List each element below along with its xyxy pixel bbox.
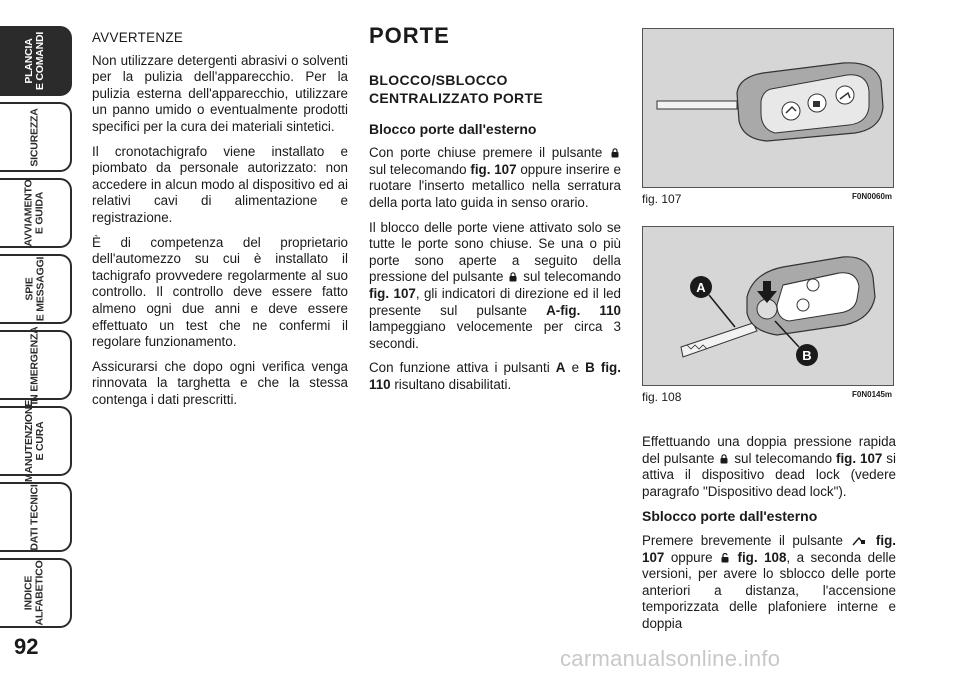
- lock-icon: [611, 148, 619, 158]
- tab-spie-e-messaggi[interactable]: SPIE E MESSAGGI: [0, 254, 72, 324]
- figure-caption: fig. 107: [642, 192, 682, 206]
- page-number: 92: [14, 634, 39, 659]
- figure-code: F0N0145m: [852, 390, 893, 399]
- unlock-icon: [721, 553, 729, 563]
- figure-107: [642, 28, 894, 188]
- lock-icon: [509, 272, 517, 282]
- tab-sicurezza[interactable]: SICUREZZA: [0, 102, 72, 172]
- lock-icon: [720, 454, 728, 464]
- chapter-sidebar: [0, 0, 80, 640]
- key-fob-closed-illustration: [643, 29, 893, 187]
- tab-plancia-e-comandi[interactable]: PLANCIA E COMANDI: [0, 26, 72, 96]
- tab-in-emergenza[interactable]: IN EMERGENZA: [0, 330, 72, 400]
- tab-dati-tecnici[interactable]: DATI TECNICI: [0, 482, 72, 552]
- paragraph: È di competenza del proprietario dell'automezzo su cui è installato il tachigrafo provvedere regolarmente al suo controllo. Il controllo deve essere fatto almeno ogni due anni e deve essere effettuato un test che ne confermi il regolare funzionamento.: [92, 234, 348, 350]
- paragraph: Con funzione attiva i pulsanti A e B fig. 110 risultano disabilitati.: [369, 360, 621, 392]
- doors-column: [369, 23, 621, 402]
- paragraph: Effettuando una doppia pressione rapida del pulsante sul telecomando fig. 107 si attiva il dispositivo dead lock (vedere paragrafo "Dispositivo dead lock").: [642, 434, 896, 499]
- paragraph: Il cronotachigrafo viene installato e piombato da personale autorizzato: non accedere in alcun modo al dispositivo ed ai relativi cavi di alimentazione e registrazione.: [92, 143, 348, 225]
- figure-caption: fig. 108: [642, 390, 682, 404]
- section-subtitle: BLOCCO/SBLOCCO CENTRALIZZATO PORTE: [369, 71, 543, 106]
- paragraph: Il blocco delle porte viene attivato solo se tutte le porte sono chiuse. Se una o più porte sono aperte a seguito della pressione del pulsante sul telecomando fig. 107, gli indicatori di direzione ed il led presente sul pulsante A-fig. 110 lampeggiano velocemente per circa 3 secondi.: [369, 219, 621, 351]
- figure-code: F0N0060m: [852, 192, 893, 201]
- warnings-column: [92, 30, 348, 416]
- paragraph: Assicurarsi che dopo ogni verifica venga rinnovata la targhetta e che la stessa contenga i dati prescritti.: [92, 358, 348, 407]
- unlock-column: [642, 434, 896, 641]
- warnings-title: AVVERTENZE: [92, 30, 184, 45]
- figure-108: [642, 226, 894, 386]
- callout-a: A: [696, 280, 706, 295]
- tab-indice-alfabetico[interactable]: INDICE ALFABETICO: [0, 558, 72, 628]
- section-title: PORTE: [369, 23, 450, 48]
- unlock-arrow-icon: [852, 536, 866, 546]
- watermark: carmanualsonline.info: [560, 646, 781, 671]
- tab-avviamento-e-guida[interactable]: AVVIAMENTO E GUIDA: [0, 178, 72, 248]
- tab-manutenzione-e-cura[interactable]: MANUTENZIONE E CURA: [0, 406, 72, 476]
- paragraph: Con porte chiuse premere il pulsante sul telecomando fig. 107 oppure inserire e ruotare l'inserto metallico nella serratura della porta lato guida in senso orario.: [369, 145, 621, 210]
- paragraph: Non utilizzare detergenti abrasivi o solventi per la pulizia dell'apparecchio. Per la pulizia esterna dell'apparecchio, utilizzare un panno umido o eventualmente prodotti specifici per la cura dei materiali sintetici.: [92, 52, 348, 134]
- key-fob-open-illustration: [643, 227, 893, 385]
- paragraph: Premere brevemente il pulsante fig. 107 oppure fig. 108, a seconda delle versioni, per avere lo sblocco delle porte anteriori a distanza, l'accensione temporizzata delle plafoniere interne e doppia: [642, 532, 896, 631]
- heading-lock-outside: Blocco porte dall'esterno: [369, 120, 537, 137]
- heading-unlock-outside: Sblocco porte dall'esterno: [642, 508, 818, 525]
- callout-b: B: [802, 348, 812, 363]
